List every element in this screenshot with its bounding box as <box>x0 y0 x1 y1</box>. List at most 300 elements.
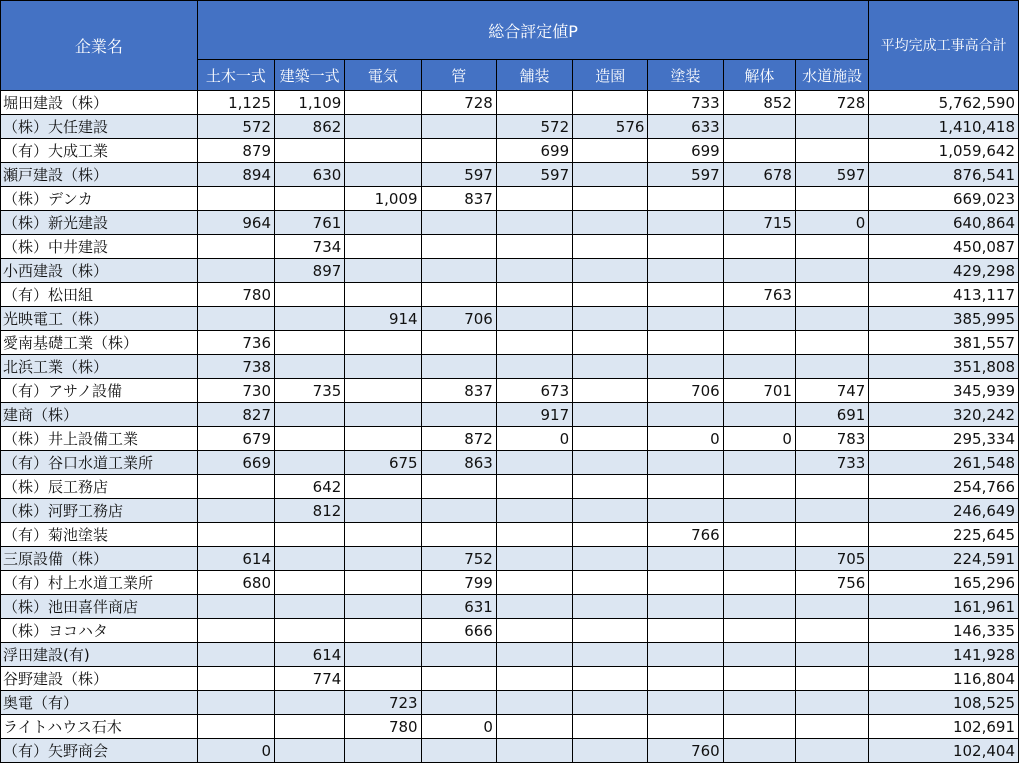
score-cell <box>648 475 723 499</box>
score-cell <box>345 499 421 523</box>
table-row <box>1 331 1019 355</box>
score-cell: 774 <box>275 667 345 691</box>
score-cell <box>275 571 345 595</box>
score-cell <box>496 355 572 379</box>
score-cell <box>723 571 795 595</box>
score-cell <box>496 691 572 715</box>
table-row <box>1 499 1019 523</box>
score-cell <box>573 451 648 475</box>
score-cell <box>795 331 868 355</box>
company-name-cell: （有）大成工業 <box>1 139 198 163</box>
category-header: 管 <box>421 60 496 91</box>
score-cell <box>496 571 572 595</box>
score-cell <box>648 403 723 427</box>
company-name-cell: 浮田建設(有) <box>1 643 198 667</box>
average-sales-cell: 385,995 <box>869 307 1019 331</box>
score-cell <box>723 403 795 427</box>
score-cell <box>723 643 795 667</box>
score-cell <box>648 571 723 595</box>
score-cell <box>345 403 421 427</box>
score-cell <box>197 187 274 211</box>
score-cell <box>496 283 572 307</box>
score-cell <box>795 115 868 139</box>
score-cell <box>345 259 421 283</box>
table-row <box>1 259 1019 283</box>
score-cell <box>345 211 421 235</box>
average-sales-cell: 640,864 <box>869 211 1019 235</box>
score-cell: 827 <box>197 403 274 427</box>
score-cell: 706 <box>421 307 496 331</box>
score-cell: 766 <box>648 523 723 547</box>
company-name-cell: 堀田建設（株） <box>1 91 198 115</box>
score-cell <box>345 523 421 547</box>
score-cell <box>795 475 868 499</box>
score-cell <box>723 475 795 499</box>
score-cell <box>573 139 648 163</box>
score-cell <box>723 499 795 523</box>
score-cell: 680 <box>197 571 274 595</box>
score-cell: 614 <box>275 643 345 667</box>
score-cell <box>648 499 723 523</box>
score-cell: 837 <box>421 379 496 403</box>
score-cell <box>275 691 345 715</box>
company-name-cell: （有）アサノ設備 <box>1 379 198 403</box>
score-cell <box>573 499 648 523</box>
score-cell <box>573 163 648 187</box>
category-header: 建築一式 <box>275 60 345 91</box>
category-header: 電気 <box>345 60 421 91</box>
score-cell <box>496 91 572 115</box>
company-name-cell: 北浜工業（株） <box>1 355 198 379</box>
score-cell <box>795 283 868 307</box>
table-row <box>1 715 1019 739</box>
score-cell <box>648 211 723 235</box>
score-cell <box>573 259 648 283</box>
score-cell <box>421 139 496 163</box>
score-cell: 752 <box>421 547 496 571</box>
score-cell <box>573 523 648 547</box>
score-cell <box>345 283 421 307</box>
score-cell: 715 <box>723 211 795 235</box>
average-sales-cell: 295,334 <box>869 427 1019 451</box>
score-cell <box>197 715 274 739</box>
score-cell <box>573 235 648 259</box>
score-cell <box>345 595 421 619</box>
score-cell <box>496 499 572 523</box>
table-row <box>1 379 1019 403</box>
category-header: 塗装 <box>648 60 723 91</box>
company-name-cell: （株）デンカ <box>1 187 198 211</box>
score-cell <box>573 211 648 235</box>
score-cell: 914 <box>345 307 421 331</box>
score-cell <box>275 307 345 331</box>
score-cell <box>573 475 648 499</box>
score-cell <box>421 259 496 283</box>
score-cell <box>197 595 274 619</box>
average-sales-cell: 224,591 <box>869 547 1019 571</box>
score-cell <box>723 619 795 643</box>
score-cell <box>795 619 868 643</box>
score-cell <box>345 115 421 139</box>
score-cell: 760 <box>648 739 723 763</box>
score-cell <box>573 691 648 715</box>
score-cell: 597 <box>496 163 572 187</box>
score-cell <box>723 667 795 691</box>
company-name-cell: （有）菊池塗装 <box>1 523 198 547</box>
company-name-cell: ライトハウス石木 <box>1 715 198 739</box>
score-cell: 879 <box>197 139 274 163</box>
score-cell <box>197 619 274 643</box>
score-cell <box>795 235 868 259</box>
score-cell: 728 <box>421 91 496 115</box>
score-cell <box>648 667 723 691</box>
score-cell <box>275 547 345 571</box>
score-cell <box>573 91 648 115</box>
average-sales-cell: 351,808 <box>869 355 1019 379</box>
score-cell: 675 <box>345 451 421 475</box>
score-cell <box>723 451 795 475</box>
average-sales-cell: 225,645 <box>869 523 1019 547</box>
company-name-cell: 奥電（有） <box>1 691 198 715</box>
company-name-cell: （株）中井建設 <box>1 235 198 259</box>
score-cell: 761 <box>275 211 345 235</box>
score-cell: 572 <box>197 115 274 139</box>
score-cell <box>648 595 723 619</box>
score-cell: 852 <box>723 91 795 115</box>
score-cell: 734 <box>275 235 345 259</box>
score-cell <box>723 715 795 739</box>
score-cell: 691 <box>795 403 868 427</box>
category-header: 造園 <box>573 60 648 91</box>
score-cell <box>648 187 723 211</box>
score-cell <box>795 499 868 523</box>
score-cell: 1,009 <box>345 187 421 211</box>
score-cell <box>573 427 648 451</box>
score-cell: 964 <box>197 211 274 235</box>
score-cell: 897 <box>275 259 345 283</box>
average-sales-cell: 1,410,418 <box>869 115 1019 139</box>
score-cell <box>723 547 795 571</box>
score-cell <box>496 235 572 259</box>
score-cell <box>421 691 496 715</box>
score-cell <box>197 691 274 715</box>
score-cell <box>795 187 868 211</box>
average-sales-cell: 102,691 <box>869 715 1019 739</box>
average-sales-cell: 429,298 <box>869 259 1019 283</box>
score-cell <box>723 523 795 547</box>
score-cell <box>496 523 572 547</box>
score-cell <box>275 619 345 643</box>
table-row <box>1 451 1019 475</box>
score-cell <box>421 667 496 691</box>
average-sales-cell: 254,766 <box>869 475 1019 499</box>
table-row <box>1 547 1019 571</box>
score-cell <box>421 283 496 307</box>
table-row <box>1 91 1019 115</box>
score-cell <box>573 355 648 379</box>
score-cell <box>496 451 572 475</box>
score-cell <box>197 523 274 547</box>
score-cell <box>723 595 795 619</box>
score-cell: 669 <box>197 451 274 475</box>
company-name-cell: （有）矢野商会 <box>1 739 198 763</box>
score-cell <box>723 307 795 331</box>
score-cell: 1,109 <box>275 91 345 115</box>
score-cell <box>421 523 496 547</box>
score-cell: 701 <box>723 379 795 403</box>
score-cell <box>496 259 572 283</box>
score-cell <box>795 715 868 739</box>
score-cell <box>345 139 421 163</box>
score-cell <box>723 235 795 259</box>
score-cell <box>795 523 868 547</box>
score-cell <box>496 547 572 571</box>
score-cell <box>421 403 496 427</box>
score-cell <box>345 739 421 763</box>
score-cell <box>496 619 572 643</box>
score-cell <box>573 739 648 763</box>
score-cell: 633 <box>648 115 723 139</box>
score-cell <box>275 715 345 739</box>
category-header: 舗装 <box>496 60 572 91</box>
table-row <box>1 739 1019 763</box>
score-cell: 723 <box>345 691 421 715</box>
score-cell: 780 <box>345 715 421 739</box>
score-cell <box>496 595 572 619</box>
score-cell <box>496 643 572 667</box>
score-cell <box>648 283 723 307</box>
category-header: 解体 <box>723 60 795 91</box>
score-cell: 0 <box>723 427 795 451</box>
company-name-cell: （株）辰工務店 <box>1 475 198 499</box>
score-cell <box>197 259 274 283</box>
score-cell <box>345 643 421 667</box>
score-cell <box>197 667 274 691</box>
table-row <box>1 571 1019 595</box>
score-cell <box>345 379 421 403</box>
score-cell <box>648 691 723 715</box>
score-cell <box>275 739 345 763</box>
score-cell <box>275 355 345 379</box>
score-cell: 837 <box>421 187 496 211</box>
company-name-cell: （有）谷口水道工業所 <box>1 451 198 475</box>
score-cell <box>648 307 723 331</box>
average-sales-cell: 450,087 <box>869 235 1019 259</box>
company-name-cell: 小西建設（株） <box>1 259 198 283</box>
score-cell: 756 <box>795 571 868 595</box>
score-cell: 733 <box>648 91 723 115</box>
score-cell <box>573 643 648 667</box>
score-cell <box>275 595 345 619</box>
company-name-cell: （株）新光建設 <box>1 211 198 235</box>
average-sales-cell: 413,117 <box>869 283 1019 307</box>
table-row <box>1 595 1019 619</box>
average-sales-cell: 102,404 <box>869 739 1019 763</box>
score-cell: 673 <box>496 379 572 403</box>
score-cell: 0 <box>795 211 868 235</box>
company-header: 企業名 <box>1 1 198 91</box>
score-cell <box>496 715 572 739</box>
score-cell: 763 <box>723 283 795 307</box>
score-cell <box>275 403 345 427</box>
score-cell: 0 <box>421 715 496 739</box>
score-cell: 736 <box>197 331 274 355</box>
score-cell <box>573 571 648 595</box>
score-cell <box>275 139 345 163</box>
score-cell: 666 <box>421 619 496 643</box>
score-cell <box>496 307 572 331</box>
average-sales-cell: 108,525 <box>869 691 1019 715</box>
score-cell <box>345 91 421 115</box>
score-cell: 799 <box>421 571 496 595</box>
score-cell: 631 <box>421 595 496 619</box>
score-cell <box>573 379 648 403</box>
score-cell <box>795 139 868 163</box>
company-name-cell: 谷野建設（株） <box>1 667 198 691</box>
average-sales-cell: 345,939 <box>869 379 1019 403</box>
score-cell <box>496 187 572 211</box>
score-cell <box>723 139 795 163</box>
score-cell <box>573 595 648 619</box>
average-sales-cell: 165,296 <box>869 571 1019 595</box>
table-body <box>1 91 1019 763</box>
company-name-cell: （有）村上水道工業所 <box>1 571 198 595</box>
score-cell <box>573 187 648 211</box>
score-cell: 862 <box>275 115 345 139</box>
score-cell <box>573 619 648 643</box>
table-row <box>1 283 1019 307</box>
score-cell: 706 <box>648 379 723 403</box>
score-cell: 0 <box>648 427 723 451</box>
score-cell <box>345 163 421 187</box>
score-cell <box>723 739 795 763</box>
score-cell: 678 <box>723 163 795 187</box>
company-name-cell: 光映電工（株） <box>1 307 198 331</box>
score-cell <box>723 187 795 211</box>
table-row <box>1 115 1019 139</box>
company-name-cell: （株）ヨコハタ <box>1 619 198 643</box>
score-cell: 917 <box>496 403 572 427</box>
score-cell <box>648 619 723 643</box>
score-cell <box>197 235 274 259</box>
score-cell: 1,125 <box>197 91 274 115</box>
company-name-cell: （有）松田組 <box>1 283 198 307</box>
score-cell: 0 <box>496 427 572 451</box>
score-cell <box>421 739 496 763</box>
average-sales-cell: 5,762,590 <box>869 91 1019 115</box>
score-cell: 747 <box>795 379 868 403</box>
table-row <box>1 523 1019 547</box>
score-cell <box>275 427 345 451</box>
score-cell <box>573 403 648 427</box>
score-cell <box>345 619 421 643</box>
score-cell <box>197 475 274 499</box>
score-cell <box>421 115 496 139</box>
score-cell <box>345 571 421 595</box>
score-cell: 863 <box>421 451 496 475</box>
score-cell <box>573 283 648 307</box>
score-cell: 630 <box>275 163 345 187</box>
score-cell <box>723 355 795 379</box>
score-cell <box>421 643 496 667</box>
average-sales-cell: 146,335 <box>869 619 1019 643</box>
score-cell <box>795 691 868 715</box>
score-cell <box>275 451 345 475</box>
score-cell <box>345 547 421 571</box>
score-cell <box>723 691 795 715</box>
average-sales-cell: 161,961 <box>869 595 1019 619</box>
table-row <box>1 139 1019 163</box>
score-cell <box>275 283 345 307</box>
average-sales-cell: 381,557 <box>869 331 1019 355</box>
score-group-header: 総合評定値P <box>197 1 869 60</box>
score-cell: 576 <box>573 115 648 139</box>
score-cell <box>275 187 345 211</box>
score-cell <box>496 211 572 235</box>
score-cell: 699 <box>648 139 723 163</box>
score-cell: 642 <box>275 475 345 499</box>
company-name-cell: （株）河野工務店 <box>1 499 198 523</box>
score-cell: 783 <box>795 427 868 451</box>
average-sales-cell: 320,242 <box>869 403 1019 427</box>
average-sales-cell: 116,804 <box>869 667 1019 691</box>
score-cell <box>573 715 648 739</box>
score-cell <box>723 115 795 139</box>
score-cell: 738 <box>197 355 274 379</box>
score-cell <box>648 259 723 283</box>
table-row <box>1 643 1019 667</box>
average-sales-cell: 1,059,642 <box>869 139 1019 163</box>
score-cell: 597 <box>648 163 723 187</box>
score-cell: 733 <box>795 451 868 475</box>
score-cell <box>573 547 648 571</box>
score-cell <box>421 499 496 523</box>
company-name-cell: （株）大任建設 <box>1 115 198 139</box>
score-cell <box>648 355 723 379</box>
score-cell <box>496 475 572 499</box>
score-cell <box>573 667 648 691</box>
average-sales-cell: 669,023 <box>869 187 1019 211</box>
table-row <box>1 307 1019 331</box>
table-row <box>1 187 1019 211</box>
score-cell <box>795 355 868 379</box>
score-cell: 894 <box>197 163 274 187</box>
table-row <box>1 355 1019 379</box>
category-header: 水道施設 <box>795 60 868 91</box>
score-cell <box>496 331 572 355</box>
score-cell <box>421 211 496 235</box>
score-cell <box>345 427 421 451</box>
company-name-cell: 瀬戸建設（株） <box>1 163 198 187</box>
company-name-cell: 建商（株） <box>1 403 198 427</box>
score-cell <box>421 331 496 355</box>
score-cell <box>795 307 868 331</box>
score-cell: 699 <box>496 139 572 163</box>
score-cell <box>723 259 795 283</box>
score-cell: 872 <box>421 427 496 451</box>
score-cell: 735 <box>275 379 345 403</box>
score-cell <box>648 643 723 667</box>
score-cell <box>648 235 723 259</box>
score-cell <box>795 643 868 667</box>
score-cell <box>496 667 572 691</box>
score-cell <box>648 451 723 475</box>
table-row <box>1 235 1019 259</box>
score-cell: 572 <box>496 115 572 139</box>
score-cell: 597 <box>795 163 868 187</box>
category-header: 土木一式 <box>197 60 274 91</box>
average-sales-cell: 141,928 <box>869 643 1019 667</box>
